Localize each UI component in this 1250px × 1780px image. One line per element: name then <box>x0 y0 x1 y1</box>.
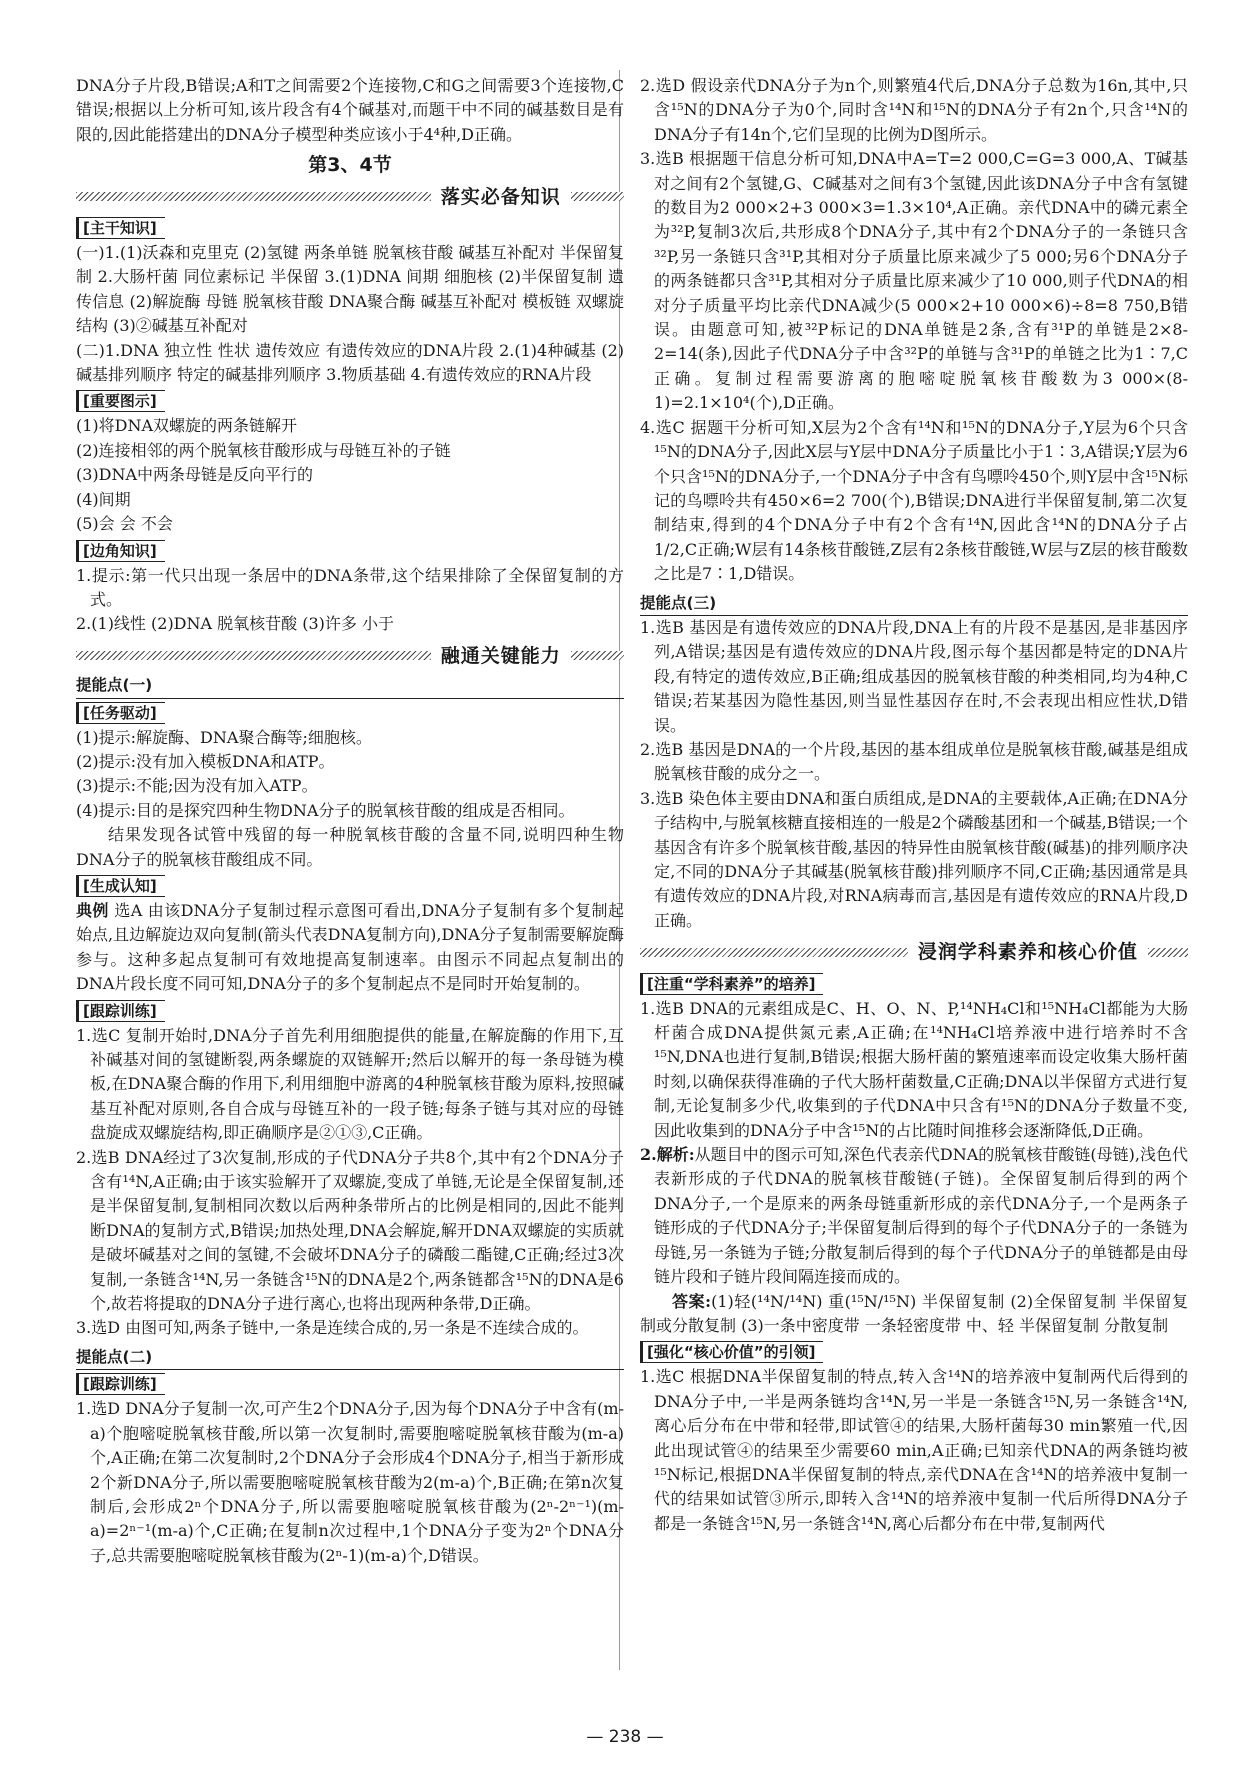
right-column <box>640 74 1188 1536</box>
band-heading-1 <box>76 185 624 209</box>
point-heading-2: 提能点(二) <box>76 1345 624 1370</box>
tag-zhongyao: [重要图示] <box>76 390 165 412</box>
zhongyao-item: (5)会 会 不会 <box>76 514 173 534</box>
zhongyao-item: (4)间期 <box>76 489 131 509</box>
band-heading-3 <box>640 940 1188 964</box>
answer-item: 1.选B DNA的元素组成是C、H、O、N、P,¹⁴NH₄Cl和¹⁵NH₄Cl都能为大肠杆菌合成DNA提供氮元素,A正确;在¹⁴NH₄Cl培养液中进行培养时不含¹⁵N,DNA也进行复制,B错误;根据大肠杆菌的繁殖速率而设定收集大肠杆菌时刻,以确保获得准确的子代大肠杆菌数量,C正确;DNA以半保留方式进行复制,无论复制多少代,收集到的子代DNA中只含有¹⁵N的DNA分子数量不变,因此收集到的DNA分子中含¹⁵N的占比随时间推移会逐渐降低,D正确。 <box>640 998 1188 1140</box>
renwu-item: (3)提示:不能;因为没有加入ATP。 <box>76 776 318 796</box>
band-title: 浸润学科素养和核心价值 <box>917 941 1138 964</box>
dianli-label: 典例 <box>76 900 109 920</box>
renwu-item: (2)提示:没有加入模板DNA和ATP。 <box>76 751 335 771</box>
answer-item: 1.选C 根据DNA半保留复制的特点,转入含¹⁴N的培养液中复制两代后得到的DNA分子中,一半是两条链均含¹⁴N,另一半是一条链含¹⁵N,另一条链含¹⁴N,离心后分布在中带和轻带,即试管④的结果,大肠杆菌每30 min繁殖一代,因此出现试管④的结果至少需要60 min,A正确;已知亲代DNA的两条链均被¹⁵N标记,根据DNA半保留复制的特点,亲代DNA在含¹⁴N的培养液中复制一代的结果如试管③所示,即转入含¹⁴N的培养液中复制一代后所得DNA分子都是一条链含¹⁵N,另一条链含¹⁴N,离心后都分布在中带,复制两代 <box>640 1367 1188 1533</box>
band-stripe-left <box>76 192 431 201</box>
answer-item: 2.选D 假设亲代DNA分子为n个,则繁殖4代后,DNA分子总数为16n,其中,只含¹⁵N的DNA分子为0个,同时含¹⁴N和¹⁵N的DNA分子有2n个,只含¹⁴N的DNA分子有14n个,它们呈现的比例为D图所示。 <box>640 76 1188 144</box>
tag-renwu: [任务驱动] <box>76 702 165 724</box>
zhongyao-item: (3)DNA中两条母链是反向平行的 <box>76 465 314 485</box>
genzong-item: 1.选C 复制开始时,DNA分子首先利用细胞提供的能量,在解旋酶的作用下,互补碱基对间的氢键断裂,两条螺旋的双链解开;然后以解开的每一条母链为模板,在DNA聚合酶的作用下,利用细胞中游离的4种脱氧核苷酸为原料,按照碱基互补配对原则,各自合成与母链互补的一段子链;每条子链与其对应的母链盘旋成双螺旋结构,即正确顺序是②①③,C正确。 <box>76 1025 624 1143</box>
left-column <box>76 74 624 1568</box>
band-title: 融通关键能力 <box>440 644 561 667</box>
answer-item: 4.选C 据题干分析可知,X层为2个含有¹⁴N和¹⁵N的DNA分子,Y层为6个只含¹⁵N的DNA分子,因此X层与Y层中DNA分子质量比小于1∶3,A错误;Y层为6个只含¹⁵N的DNA分子,一个DNA分子中含有鸟嘌呤450个,则Y层中含¹⁵N标记的鸟嘌呤共有450×6=2 700(个),B错误;DNA进行半保留复制,第二次复制结束,得到的4个DNA分子中有2个含有¹⁴N,因此含¹⁴N的DNA分子占1/2,C正确;W层有14条核苷酸链,Z层有2条核苷酸链,W层与Z层的核苷酸数之比是7∶1,D错误。 <box>640 417 1188 584</box>
tag-bianjiao: [边角知识] <box>76 540 165 562</box>
tag-qianghua: [强化“核心价值”的引领] <box>640 1341 823 1363</box>
intro-paragraph: DNA分子片段,B错误;A和T之间需要2个连接物,C和G之间需要3个连接物,C错误;根据以上分析可知,该片段含有4个碱基对,而题干中不同的碱基数目是有限的,因此能搭建出的DNA分子模型种类应该小于4⁴种,D正确。 <box>76 76 624 144</box>
dianli-text: 选A 由该DNA分子复制过程示意图可看出,DNA分子复制有多个复制起始点,且边解旋边双向复制(箭头代表DNA复制方向),DNA分子复制需要解旋酶参与。这种多起点复制可有效地提高复制速率。由图示不同起点复制出的DNA片段长度不同可知,DNA分子的多个复制起点不是同时开始复制的。 <box>76 900 624 994</box>
zhugan-part-1: (一)1.(1)沃森和克里克 (2)氢键 两条单链 脱氧核苷酸 碱基互补配对 半保留复制 2.大肠杆菌 同位素标记 半保留 3.(1)DNA 间期 细胞核 (2)半保留复制 遗传信息 (2)解旋酶 母链 脱氧核苷酸 DNA聚合酶 碱基互补配对 模板链 双螺旋结构 (3)②碱基互补配对 <box>76 243 624 336</box>
bianjiao-item: 2.(1)线性 (2)DNA 脱氧核苷酸 (3)许多 小于 <box>76 614 394 634</box>
tag-genzong-2: [跟踪训练] <box>76 1373 165 1395</box>
band-stripe-left <box>640 948 908 957</box>
zhugan-part-2: (二)1.DNA 独立性 性状 遗传效应 有遗传效应的DNA片段 2.(1)4种碱基 (2)碱基排列顺序 特定的碱基排列顺序 3.物质基础 4.有遗传效应的RNA片段 <box>76 340 624 385</box>
analysis-label: 2.解析: <box>640 1145 695 1165</box>
zhongyao-item: (2)连接相邻的两个脱氧核苷酸形成与母链互补的子链 <box>76 440 451 460</box>
zhongyao-item: (1)将DNA双螺旋的两条链解开 <box>76 416 298 436</box>
band-title: 落实必备知识 <box>440 185 561 208</box>
point-heading-1: 提能点(一) <box>76 673 624 698</box>
tag-shengcheng: [生成认知] <box>76 875 165 897</box>
renwu-paragraph: 结果发现各试管中残留的每一种脱氧核苷酸的含量不同,说明四种生物DNA分子的脱氧核苷酸组成不同。 <box>76 825 624 869</box>
answer-item: 3.选B 根据题干信息分析可知,DNA中A=T=2 000,C=G=3 000,A、T碱基对之间有2个氢键,G、C碱基对之间有3个氢键,因此该DNA分子中含有氢键的数目为2 000×2+3 000×3=1.3×10⁴,A正确。亲代DNA中的磷元素全为³²P,复制3次后,共形成8个DNA分子,其中有2个DNA分子的一条链只含³²P,另一条链只含³¹P,其相对分子质量比原来减少了5 000;另6个DNA分子的两条链都只含³¹P,其相对分子质量比原来减少了10 000,则子代DNA的相对分子质量平均比亲代DNA减少(5 000×2+10 000×6)÷8=8 750,B错误。由题意可知,被³²P标记的DNA单链是2条,含有³¹P的单链是2×8-2=14(条),因此子代DNA分子中含³²P的单链与含³¹P的单链之比为1∶7,C正确。复制过程需要游离的胞嘧啶脱氧核苷酸数为3 000×(8-1)=2.1×10⁴(个),D正确。 <box>640 149 1188 413</box>
tag-genzong-1: [跟踪训练] <box>76 1000 165 1022</box>
point-heading-3: 提能点(三) <box>640 591 1188 616</box>
band-stripe-left <box>76 651 431 660</box>
renwu-item: (1)提示:解旋酶、DNA聚合酶等;细胞核。 <box>76 727 372 747</box>
answer-item: 1.选B 基因是有遗传效应的DNA片段,DNA上有的片段不是基因,是非基因序列,A错误;基因是有遗传效应的DNA片段,图示每个基因都是特定的DNA片段,有特定的遗传效应,B正确;组成基因的脱氧核苷酸的种类相同,均为4种,C错误;若某基因为隐性基因,则当显性基因存在时,不会表现出相应性状,D错误。 <box>640 617 1188 735</box>
answer-item: 2.选B 基因是DNA的一个片段,基因的基本组成单位是脱氧核苷酸,碱基是组成脱氧核苷酸的成分之一。 <box>640 739 1188 784</box>
tag-zhugan: [主干知识] <box>76 217 165 239</box>
genzong-item: 1.选D DNA分子复制一次,可产生2个DNA分子,因为每个DNA分子中含有(m-a)个胞嘧啶脱氧核苷酸,所以第一次复制时,需要胞嘧啶脱氧核苷酸为(m-a)个,A正确;在第二次复制时,2个DNA分子会形成4个DNA分子,相当于新形成2个新DNA分子,所以需要胞嘧啶脱氧核苷酸为2(m-a)个,B正确;在第n次复制后,会形成2ⁿ个DNA分子,所以需要胞嘧啶脱氧核苷酸为(2ⁿ-2ⁿ⁻¹)(m-a)=2ⁿ⁻¹(m-a)个,C正确;在复制n次过程中,1个DNA分子变为2ⁿ个DNA分子,总共需要胞嘧啶脱氧核苷酸为(2ⁿ-1)(m-a)个,D错误。 <box>76 1399 624 1565</box>
band-heading-2 <box>76 644 624 668</box>
renwu-item: (4)提示:目的是探究四种生物DNA分子的脱氧核苷酸的组成是否相同。 <box>76 800 575 820</box>
tag-zhuzhong: [注重“学科素养”的培养] <box>640 973 823 995</box>
band-stripe-right <box>571 651 624 660</box>
page-number: — 238 — <box>586 1727 664 1747</box>
band-stripe-right <box>571 192 624 201</box>
answer-label: 答案: <box>672 1291 712 1311</box>
bianjiao-item: 1.提示:第一代只出现一条居中的DNA条带,这个结果排除了全保留复制的方式。 <box>76 565 624 609</box>
genzong-item: 3.选D 由图可知,两条子链中,一条是连续合成的,另一条是不连续合成的。 <box>76 1318 589 1338</box>
section-title: 第3、4节 <box>308 154 392 177</box>
answer-text: (1)轻(¹⁴N/¹⁴N) 重(¹⁵N/¹⁵N) 半保留复制 (2)全保留复制 半保留复制或分散复制 (3)一条中密度带 一条轻密度带 中、轻 半保留复制 分散复制 <box>640 1291 1188 1335</box>
analysis-text: 从题目中的图示可知,深色代表亲代DNA的脱氧核苷酸链(母链),浅色代表新形成的子代DNA的脱氧核苷酸链(子链)。全保留复制后得到的两个DNA分子,一个是原来的两条母链重新形成的亲代DNA分子,一个是两条子链形成的子代DNA分子;半保留复制后得到的每个子代DNA分子的一条链为母链,另一条链为子链;分散复制后得到的每个子代DNA分子的单链都是由母链片段和子链片段间隔连接而成的。 <box>654 1145 1188 1287</box>
band-stripe-right <box>1148 948 1188 957</box>
answer-item: 3.选B 染色体主要由DNA和蛋白质组成,是DNA的主要载体,A正确;在DNA分子结构中,与脱氧核糖直接相连的一般是2个磷酸基团和一个碱基,B错误;一个基因含有许多个脱氧核苷酸,基因的特异性由脱氧核苷酸(碱基)的排列顺序决定,不同的DNA分子其碱基(脱氧核苷酸)排列顺序不同,C正确;基因通常是具有遗传效应的DNA片段,对RNA病毒而言,基因是有遗传效应的RNA片段,D正确。 <box>640 788 1188 930</box>
genzong-item: 2.选B DNA经过了3次复制,形成的子代DNA分子共8个,其中有2个DNA分子含有¹⁴N,A正确;由于该实验解开了双螺旋,变成了单链,无论是全保留复制,还是半保留复制,复制相同次数以后两种条带所占的比例是相同的,因此不能判断DNA的复制方式,B错误;加热处理,DNA会解旋,解开DNA双螺旋的实质就是破坏碱基对之间的氢键,不会破坏DNA分子的磷酸二酯键,C正确;经过3次复制,一条链含¹⁴N,另一条链含¹⁵N的DNA是2个,两条链都含¹⁵N的DNA是6个,故若将提取的DNA分子进行离心,也将出现两种条带,D正确。 <box>76 1147 624 1314</box>
